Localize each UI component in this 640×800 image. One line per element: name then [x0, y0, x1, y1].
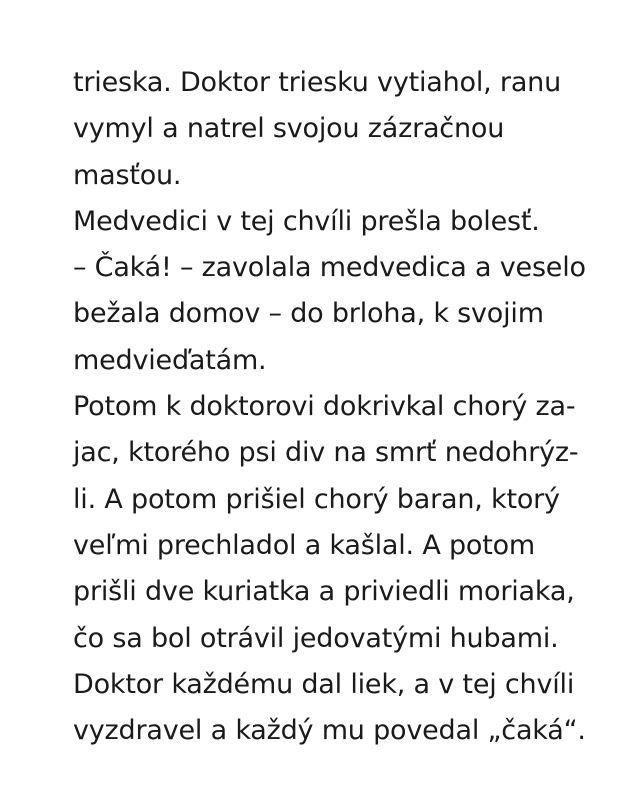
- story-text: [73, 60, 593, 754]
- text-line: masťou.: [73, 159, 182, 191]
- text-line: prišli dve kuriatka a priviedli moriaka,: [73, 576, 575, 608]
- text-line: jac, ktorého psi div na smrť nedohrýz-: [73, 437, 579, 469]
- text-line: vyzdravel a každý mu povedal „čaká“.: [73, 715, 586, 747]
- text-line: medvieďatám.: [73, 344, 267, 376]
- text-line: Potom k doktorovi dokrivkal chorý za-: [73, 391, 576, 423]
- text-line: bežala domov – do brloha, k svojim: [73, 298, 544, 330]
- text-line: – Čaká! – zavolala medvedica a veselo: [73, 252, 586, 284]
- text-line: trieska. Doktor triesku vytiahol, ranu: [73, 67, 561, 98]
- text-line: Medvedici v tej chvíli prešla bolesť.: [73, 205, 540, 237]
- text-line: li. A potom prišiel chorý baran, ktorý: [73, 483, 560, 515]
- text-line: vymyl a natrel svojou zázračnou: [73, 113, 505, 145]
- text-line: čo sa bol otrávil jedovatými hubami.: [73, 622, 559, 654]
- text-line: veľmi prechladol a kašlal. A potom: [73, 529, 536, 561]
- text-line: Doktor každému dal liek, a v tej chvíli: [73, 668, 575, 700]
